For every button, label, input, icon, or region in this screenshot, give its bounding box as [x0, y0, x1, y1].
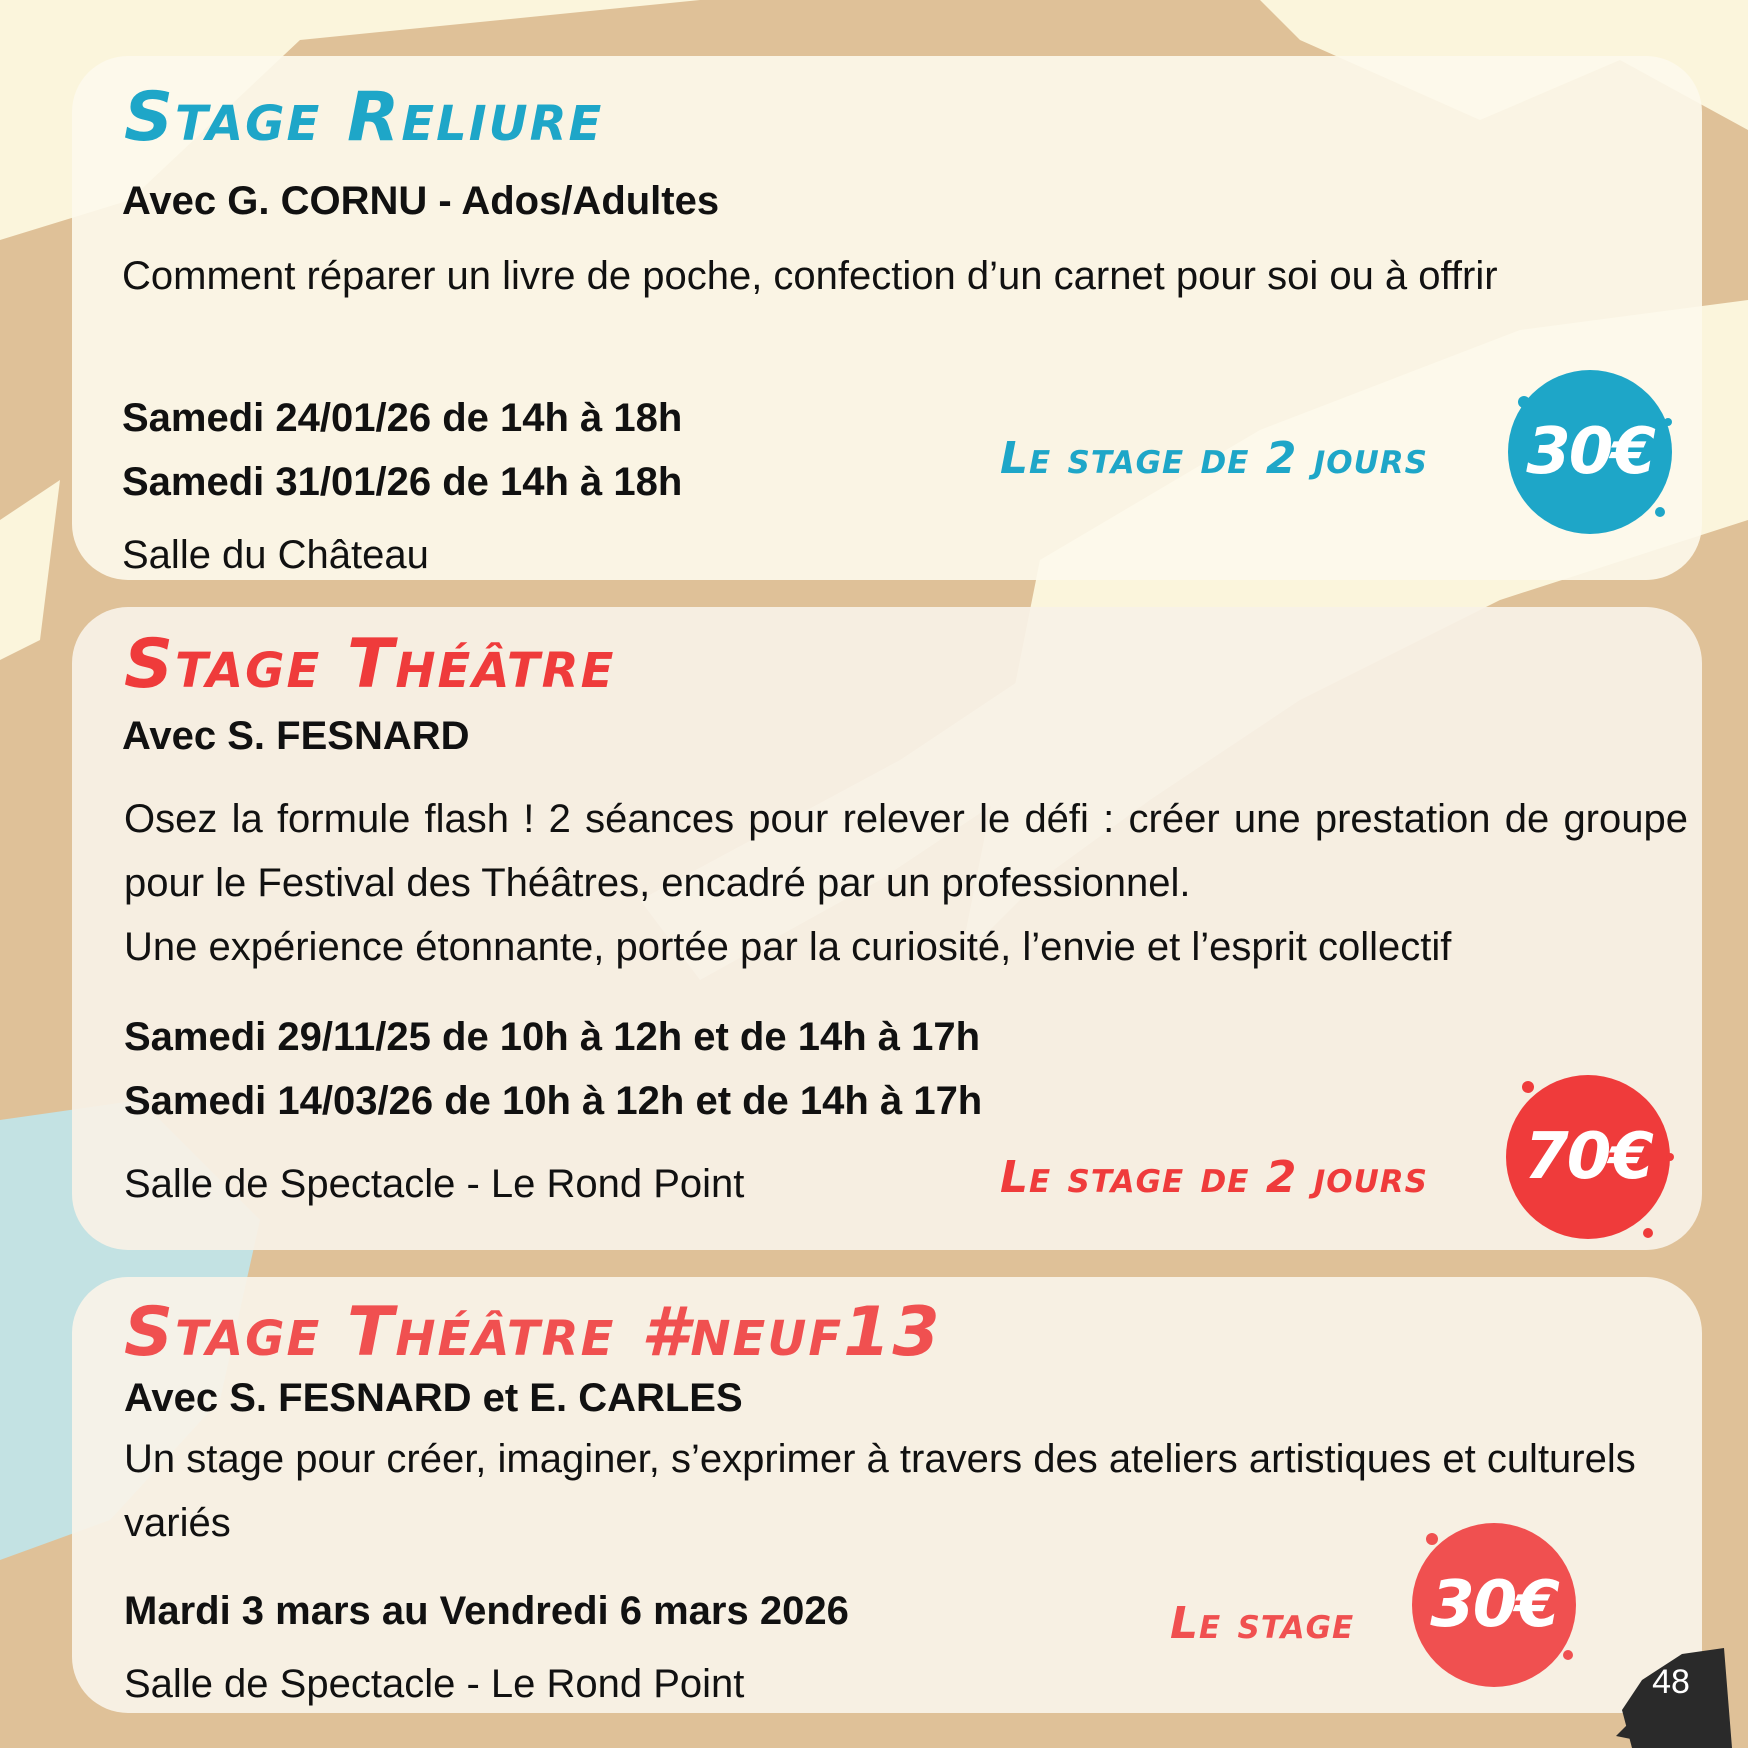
stage-date: Mardi 3 mars au Vendredi 6 mars 2026: [124, 1589, 849, 1633]
stage-date: Samedi 29/11/25 de 10h à 12h et de 14h à 17h: [124, 1015, 981, 1059]
price-label: Le stage de 2 jours: [1000, 1152, 1428, 1203]
stage-date: Samedi 14/03/26 de 10h à 12h et de 14h à 17h: [124, 1079, 983, 1123]
price-value: 30€: [1526, 415, 1654, 489]
stage-place: Salle de Spectacle - Le Rond Point: [124, 1162, 745, 1206]
price-value: 70€: [1524, 1120, 1652, 1194]
price-badge: [1514, 376, 1666, 528]
stage-place: Salle de Spectacle - Le Rond Point: [124, 1662, 745, 1706]
price-label: Le stage: [1170, 1598, 1355, 1649]
stage-description: Un stage pour créer, imaginer, s’exprimer à travers des ateliers artistiques et culturels variés: [124, 1437, 1636, 1545]
stage-description: Comment réparer un livre de poche, confection d’un carnet pour soi ou à offrir: [122, 254, 1498, 298]
stage-title: Stage Théâtre #neuf13: [124, 1293, 942, 1372]
stage-title: Stage Reliure: [124, 78, 604, 157]
stage-date: Samedi 31/01/26 de 14h à 18h: [122, 460, 683, 504]
stage-card-reliure: [72, 56, 1702, 580]
price-badge: [1512, 1081, 1664, 1233]
stage-subtitle: Avec S. FESNARD et E. CARLES: [124, 1376, 743, 1420]
page-number: 48: [1652, 1663, 1690, 1701]
stage-title: Stage Théâtre: [124, 625, 616, 704]
stage-date: Samedi 24/01/26 de 14h à 18h: [122, 396, 683, 440]
stage-card-neuf13: [72, 1277, 1702, 1713]
price-badge: [1418, 1529, 1570, 1681]
stage-description: Osez la formule flash ! 2 séances pour relever le défi : créer une prestation de groupe pour le Festival des Théâtres, encadré par un professionnel.: [124, 797, 1688, 905]
stage-subtitle: Avec S. FESNARD: [122, 714, 470, 758]
stage-place: Salle du Château: [122, 533, 429, 577]
price-label: Le stage de 2 jours: [1000, 433, 1428, 484]
stage-description: Une expérience étonnante, portée par la curiosité, l’envie et l’esprit collectif: [124, 925, 1452, 969]
stage-card-theatre: [72, 607, 1702, 1250]
stage-subtitle: Avec G. CORNU - Ados/Adultes: [122, 179, 720, 223]
price-value: 30€: [1430, 1568, 1558, 1642]
